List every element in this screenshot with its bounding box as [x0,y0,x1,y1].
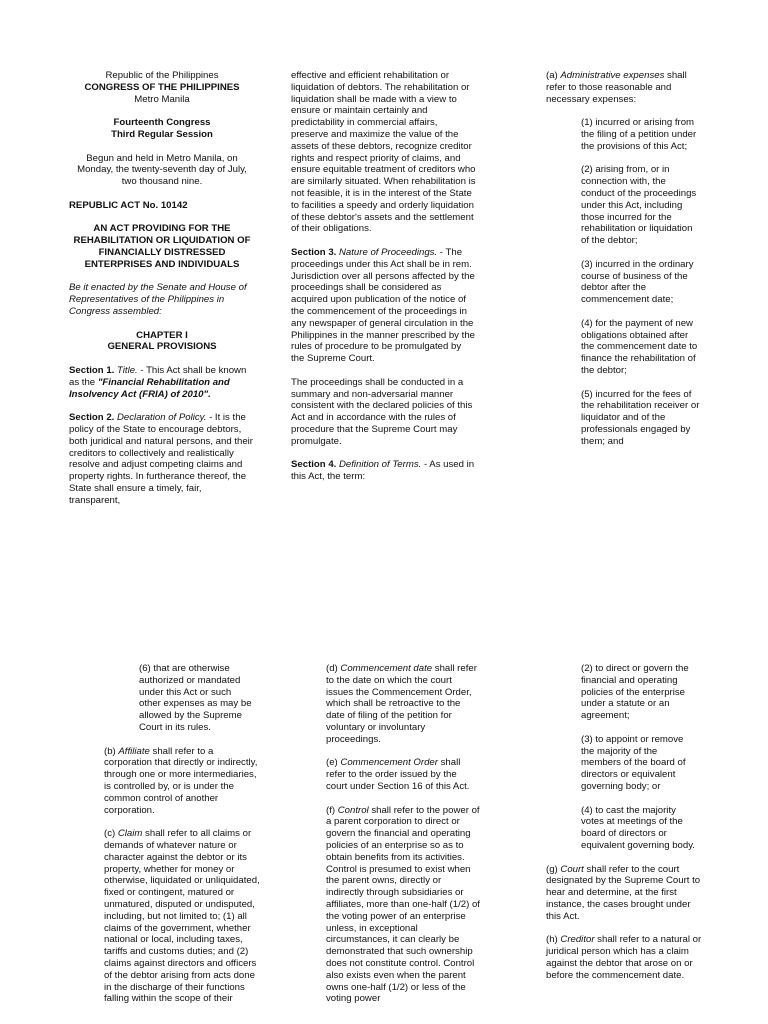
definition-d-term: Commencement date [340,663,433,674]
page1-column-1 [69,70,255,518]
page1-column-3 [546,70,706,459]
definition-a [546,70,706,105]
section-4-title: Definition of Terms. [339,459,422,471]
page2-column-3 [546,663,706,993]
expense-item-6: (6) that are otherwise authorized or mandated under this Act or such other expenses as may be allowed by the Supreme Court in its rules. [139,663,252,733]
definition-b-text: shall refer to a corporation that directly or indirectly, through one or more intermediaries, is controlled by, or is under the common control of another corporation. [104,745,258,816]
section-4 [291,459,477,483]
definition-b-term: Affiliate [118,745,150,757]
chapter-title: GENERAL PROVISIONS [107,341,217,353]
definition-c-prefix: (c) [104,828,118,840]
section-2-text: - It is the policy of the State to encourage debtors, both juridical and natural persons, and their creditors to collectively and realistically resolve and adjust competing claims and property rights. In furtherance thereof, the State shall ensure a timely, fair, transparent, [69,412,253,506]
definition-f [326,805,480,1006]
definition-d-text: shall refer to the date on which the court issues the Commencement Order, which shall be retroactive to the date of filing of the petition for voluntary or involuntary proceedings. [326,663,477,745]
section-4-text: - As used in this Act, the term: [291,459,475,483]
definition-b-prefix: (b) [104,745,119,757]
definition-c-text: shall refer to all claims or demands of whatever nature or character against the debtor or its property, whether for money or otherwise, liquidated or unliquidated, fixed or contingent, matured or unmatured, disputed or undisputed, including, but not limited to; (1) all claims of the government, whether national or local, including taxes, tariffs and customs duties; and (2) claims against directors and officers of the debtor arising from acts done in the discharge of their functions falling within the scope of their [104,828,260,1005]
section-2-title: Declaration of Policy. [117,412,207,424]
definition-c [104,828,260,1005]
definition-f-text: shall refer to the power of a parent corporation to direct or govern the financial and operating policies of an enterprise so as to obtain benefits from its activities. Control is presumed to exist when the parent owns, directly or indirectly through subsidiaries or affiliates, more than one-half (1/2) of the voting power of an enterprise unless, in exceptional circumstances, it can clearly be demonstrated that such ownership does not constitute control. Control also exists even when the parent owns one-half (1/2) or less of the voting power [326,804,480,1005]
republic-line: Republic of the Philippines [105,70,219,81]
definition-h-prefix: (h) [546,934,561,946]
congress-line: CONGRESS OF THE PHILIPPINES [84,81,240,93]
definition-e-text: shall refer to the order issued by the court under Section 16 of this Act. [326,757,470,792]
policy-continuation: effective and efficient rehabilitation or liquidation of debtors. The rehabilitation or liquidation shall be made with a view to ensure or maintain certainly and predictability in commercial affairs, preserve and maximize the value of the assets of these debtors, recognize creditor rights and respect priority of claims, and ensure equitable treatment of creditors who are similarly situated. When rehabilitation is not feasible, it is in the interest of the State to facilities a speedy and orderly liquidation of these debtor's assets and the settlement of their obligations. [291,70,476,235]
definition-c-term: Claim [117,828,143,840]
control-item-4: (4) to cast the majority votes at meetings of the board of directors or equivalent governing body. [581,804,695,851]
section-4-label: Section 4. [291,459,337,471]
republic-act-number: REPUBLIC ACT No. 10142 [69,199,188,211]
section-1-text: - This Act shall be known as the [69,364,247,388]
definition-h-term: Creditor [560,934,595,946]
expense-item-2: (2) arising from, or in connection with, the conduct of the proceedings under this Act, including those incurred for the rehabilitation or liquidation of the debtor; [581,164,697,247]
control-item-2: (2) to direct or govern the financial and operating policies of the enterprise under a statute or an agreement; [581,663,689,722]
definition-a-text: shall refer to those reasonable and necessary expenses: [546,70,687,105]
begun-paragraph: Begun and held in Metro Manila, on Monday, the twenty-seventh day of July, two thousand nine. [77,152,247,188]
expense-item-3: (3) incurred in the ordinary course of business of the debtor after the commencement date; [581,258,694,306]
definition-e [326,757,480,792]
definition-g [546,864,706,923]
proceedings-paragraph: The proceedings shall be conducted in a summary and non-adversarial manner consistent with the declared policies of this Act and in accordance with the rules of procedure that the Supreme Court may promulgate. [291,376,473,447]
definition-g-text: shall refer to the court designated by the Supreme Court to hear and determine, at the first instance, the cases brought under this Act. [546,863,701,922]
expense-item-4: (4) for the payment of new obligations obtained after the commencement date to finance the rehabilitation of the debtor; [581,317,698,376]
definition-h-text: shall refer to a natural or juridical person which has a claim against the debtor that arose on or before the commencement date. [546,934,702,981]
section-2-label: Section 2. [69,412,115,424]
section-1-label: Section 1. [69,364,115,376]
section-1-act-name: "Financial Rehabilitation and Insolvency Act (FRIA) of 2010". [69,376,230,400]
chapter-heading: CHAPTER I [136,329,188,341]
expense-item-1: (1) incurred or arising from the filing of a petition under the provisions of this Act; [581,117,697,152]
definition-g-prefix: (g) [546,863,561,875]
definition-f-term: Control [337,804,369,816]
document-page-2 [0,512,768,1024]
congress-number: Fourteenth Congress [113,117,211,129]
section-3-title: Nature of Proceedings. [339,246,438,258]
definition-g-term: Court [560,863,584,875]
definition-a-prefix: (a) [546,70,561,81]
control-item-3: (3) to appoint or remove the majority of the members of the board of directors or equivalent governing body; or [581,733,686,792]
enacting-clause: Be it enacted by the Senate and House of Representatives of the Philippines in Congress assembled: [69,282,247,317]
section-1-title: Title. [117,364,138,376]
definition-e-term: Commencement Order [340,757,438,769]
expense-item-5: (5) incurred for the fees of the rehabilitation receiver or liquidator and of the professionals engaged by them; and [581,388,700,447]
section-3-text: - The proceedings under this Act shall be in rem. Jurisdiction over all persons affected by the proceedings shall be considered as acquired upon publication of the notice of the commencement of the proceedings in any newspaper of general circulation in the Philippines in the manner prescribed by the rules of procedure to be promulgated by the Supreme Court. [291,246,475,365]
metro-line: Metro Manila [134,93,190,105]
page1-column-2 [291,70,477,495]
section-2 [69,412,255,506]
definition-h [546,934,706,981]
definition-d [326,663,480,746]
session-line: Third Regular Session [111,128,213,140]
definition-f-prefix: (f) [326,804,338,816]
page2-column-2 [326,663,480,1017]
section-3-label: Section 3. [291,246,337,258]
page2-column-1 [104,663,260,1017]
definition-a-term: Administrative expenses [560,70,665,81]
section-3 [291,247,477,365]
definition-b [104,746,260,817]
section-1 [69,365,255,400]
act-title: AN ACT PROVIDING FOR THE REHABILITATION OR LIQUIDATION OF FINANCIALLY DISTRESSED ENTERPRISES AND INDIVIDUALS [73,223,251,270]
definition-d-prefix: (d) [326,663,341,674]
definition-e-prefix: (e) [326,757,341,769]
